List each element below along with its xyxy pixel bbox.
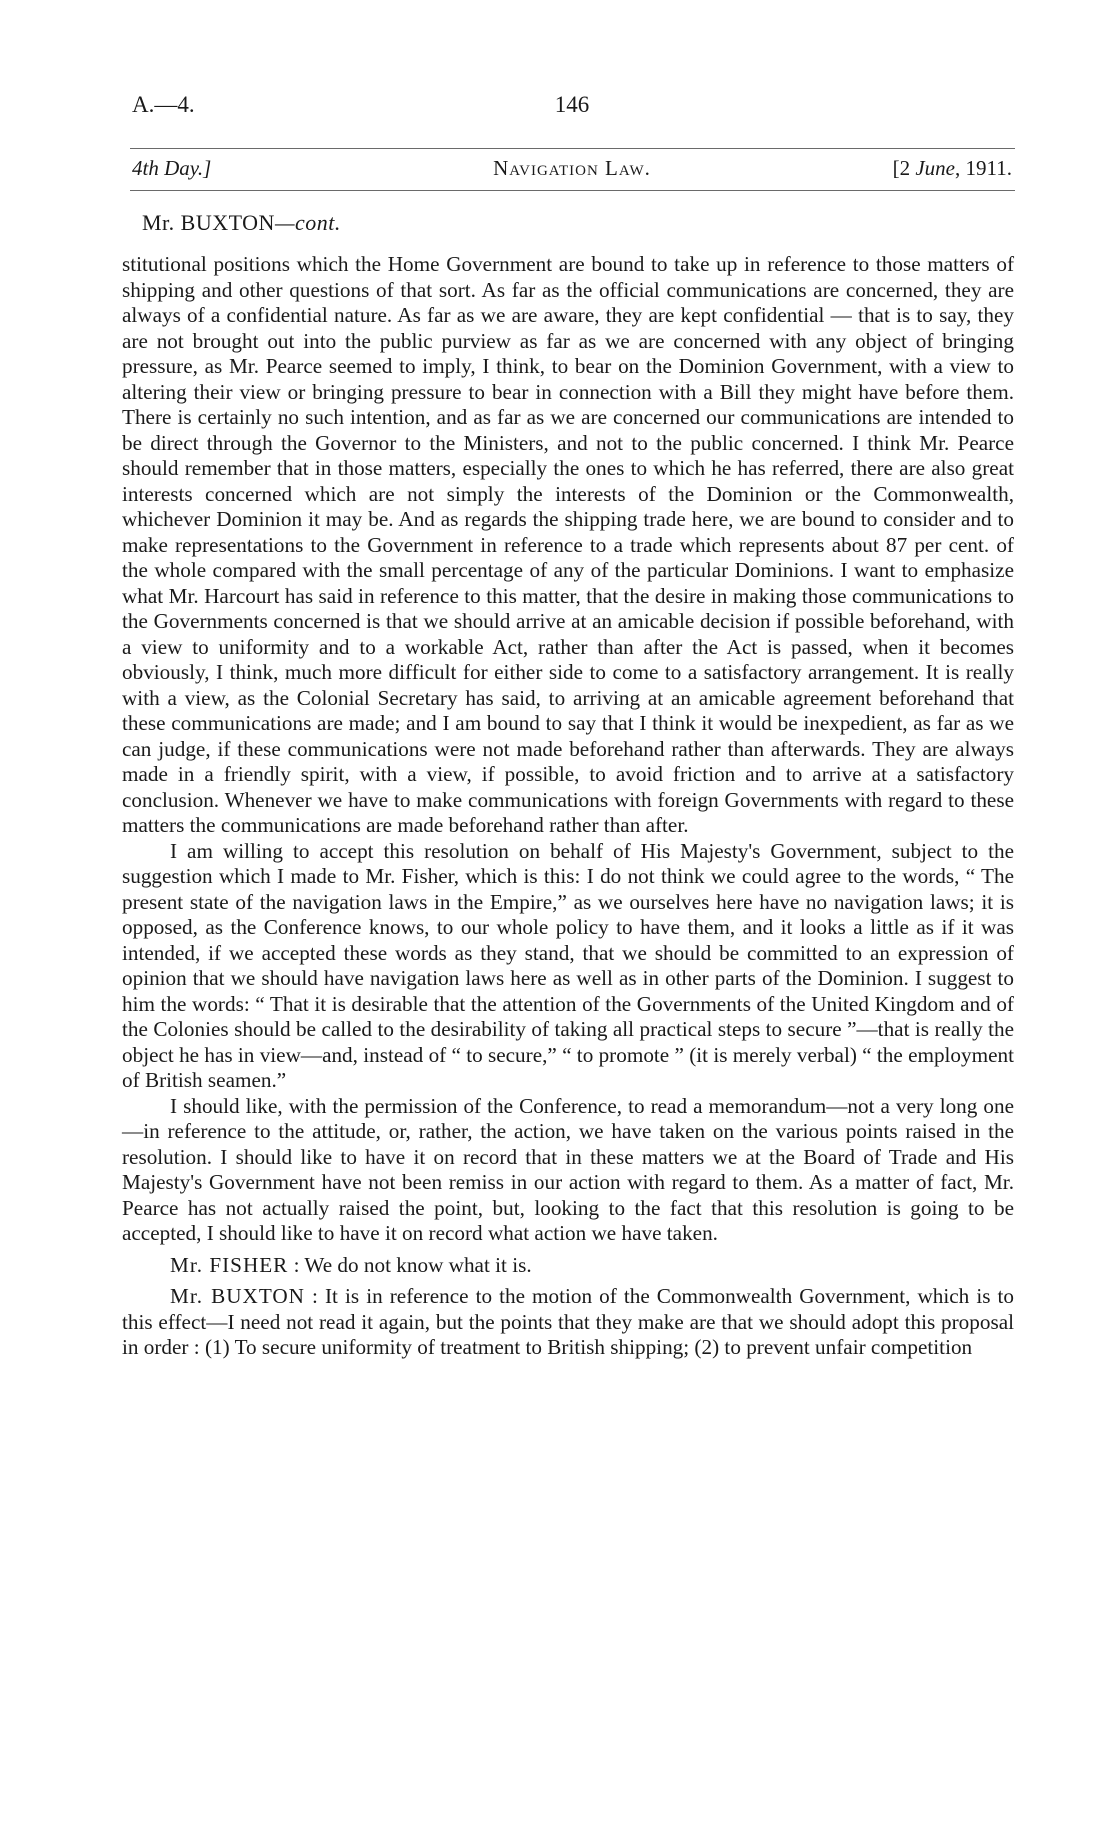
document-reference: A.—4. [132, 92, 195, 117]
speech-text: : It is in reference to the motion of the Commonwealth Government, which is to this effect—I need not read it again, but the points that they make are that we should adopt this proposal in order : (1) To secure uniformity of treatment to British shipping; (2) to prevent unfair competition [122, 1284, 1014, 1359]
running-head-date [893, 156, 1012, 181]
paragraph: stitutional positions which the Home Government are bound to take up in reference to those matters of shipping and other questions of that sort. As far as the official communications are concerned, they are always of a confidential nature. As far as we are aware, they are kept confidential — that is to say, they are not brought out into the public purview as far as we are concerned with any object of bringing pressure, as Mr. Pearce seemed to imply, I think, to bear on the Dominion Government, with a view to altering their view or bringing pressure to bear in connection with a Bill they might have before them. There is certainly no such intention, and as far as we are concerned our communications are intended to be direct through the Governor to the Ministers, and not to the public concerned. I think Mr. Pearce should remember that in those matters, especially the ones to which he has referred, there are also great interests concerned which are not simply the interests of the Dominion or the Commonwealth, whichever Dominion it may be. And as regards the shipping trade here, we are bound to consider and to make representations to the Government in reference to a trade which represents about 87 per cent. of the whole compared with the small percentage of any of the particular Dominions. I want to emphasize what Mr. Harcourt has said in reference to this matter, that the desire in making those communications to the Governments concerned is that we should arrive at an amicable decision if possible beforehand, with a view to uniformity and to a workable Act, rather than after the Act is passed, when it becomes obviously, I think, much more difficult for either side to come to a satisfactory arrangement. It is really with a view, as the Colonial Secretary has said, to arriving at an amicable agreement beforehand that these communications are made; and I am bound to say that I think it would be inexpedient, as far as we can judge, if these communications were not made beforehand rather than afterwards. They are always made in a friendly spirit, with a view, if possible, to avoid friction and to arrive at a satisfactory conclusion. Whenever we have to make communications with foreign Governments with regard to these matters the communications are made beforehand rather than after. [122, 252, 1014, 837]
page-header [132, 92, 1012, 122]
speech-fisher [122, 1253, 1014, 1279]
date-year: , 1911. [955, 156, 1012, 180]
running-head-day: 4th Day.] [132, 156, 212, 180]
running-head-title: Navigation Law. [493, 156, 651, 180]
speech-text: : We do not know what it is. [293, 1252, 532, 1277]
header-rule-top [130, 148, 1015, 149]
continuation-speaker: Mr. BUXTON [142, 210, 275, 235]
paragraph: I should like, with the permission of the Conference, to read a memorandum—not a very long one—in reference to the attitude, or, rather, the action, we have taken on the various points raised in the resolution. I should like to have it on record that in these matters we at the Board of Trade and His Majesty's Government have not been remiss in our action with regard to them. As a matter of fact, Mr. Pearce has not actually raised the point, but, looking to the fact that this resolution is going to be accepted, I should like to have it on record what action we have taken. [122, 1093, 1014, 1245]
speaker-name: Mr. FISHER [170, 1252, 289, 1277]
running-head [132, 156, 1012, 186]
header-rule-bottom [130, 190, 1015, 191]
speech-buxton [122, 1284, 1014, 1361]
paragraph: I am willing to accept this resolution on behalf of His Majesty's Government, subject to the suggestion which I made to Mr. Fisher, which is this: I do not think we could agree to the words, “ The present state of the navigation laws in the Empire,” as we ourselves here have no navigation laws; it is opposed, as the Conference knows, to our whole policy to have them, and it looks a little as if it was intended, if we accepted these words as they stand, that we should be committed to an expression of opinion that we should have navigation laws here as well as in other parts of the Dominion. I suggest to him the words: “ That it is desirable that the attention of the Governments of the United Kingdom and of the Colonies should be called to the desirability of taking all practical steps to secure ”—that is really the object he has in view—and, instead of “ to secure,” “ to promote ” (it is merely verbal) “ the employment of British seamen.” [122, 838, 1014, 1092]
body-text [122, 252, 1014, 1361]
speaker-name: Mr. BUXTON [170, 1284, 305, 1308]
date-prefix: [2 [892, 156, 916, 180]
page-number: 146 [554, 92, 590, 117]
date-month: June [915, 156, 956, 180]
continuation-suffix: —cont. [274, 210, 341, 235]
speaker-continuation [142, 210, 341, 236]
